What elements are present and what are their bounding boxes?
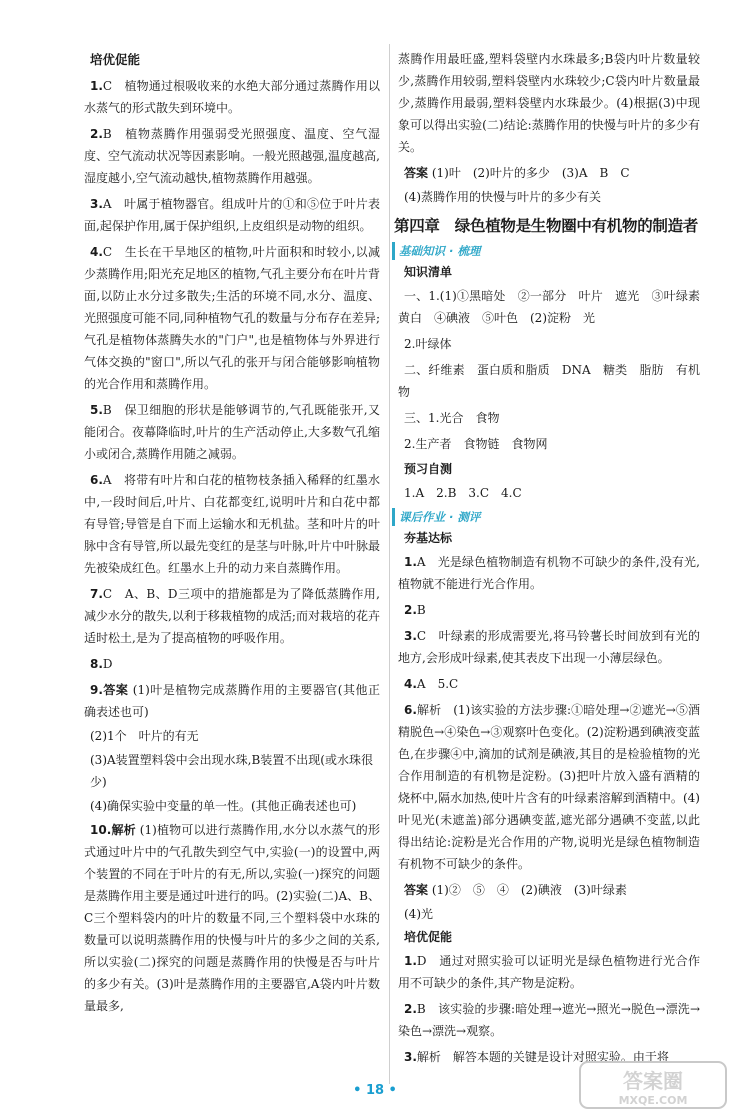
basic-item-2: 2.B	[404, 603, 426, 617]
left-items	[84, 75, 380, 675]
q9-line-2: (2)1个 叶片的有无	[90, 729, 199, 743]
svg-text:MXQE.COM: MXQE.COM	[618, 1094, 688, 1107]
basic-item-4: 4.A 5.C	[404, 677, 459, 691]
preview-test-title: 预习自测	[404, 462, 453, 476]
q9-line-1: 9.答案 (1)叶是植物完成蒸腾作用的主要器官(其他正确表述也可)	[84, 683, 380, 719]
basic-item-3: 3.C 叶绿素的形成需要光,将马铃薯长时间放到有光的地方,会形成叶绿素,使其表皮下出现一小薄层绿色。	[398, 629, 700, 665]
q6-answer-line-2: (4)光	[404, 907, 433, 921]
column-divider	[389, 44, 390, 1084]
banner-basic-knowledge: 基础知识 · 梳理	[392, 242, 700, 260]
answer-item-3: 3.A 叶属于植物器官。组成叶片的①和⑤位于叶片表面,起保护作用,属于保护组织,上皮组织是动物的组织。	[84, 197, 380, 233]
left-column	[84, 48, 380, 1021]
knowledge-line-5: 2.生产者 食物链 食物网	[404, 437, 548, 451]
basic-standard-title: 夯基达标	[404, 531, 453, 545]
q9-line-3: (3)A装置塑料袋中会出现水珠,B装置不出现(或水珠很少)	[90, 753, 373, 789]
answer-item-7: 7.C A、B、D三项中的措施都是为了降低蒸腾作用,减少水分的散失,以利于移栽植物的成活;而对栽培的花卉适时松土,是为了提高植物的呼吸作用。	[84, 587, 380, 645]
answer-item-9	[84, 679, 380, 817]
q9-line-4: (4)确保实验中变量的单一性。(其他正确表述也可)	[90, 799, 357, 813]
advance-item-1: 1.D 通过对照实验可以证明光是绿色植物进行光合作用不可缺少的条件,其产物是淀粉。	[398, 954, 700, 990]
watermark-logo	[578, 1058, 728, 1112]
advance-title: 培优促能	[404, 930, 453, 944]
basic-item-1: 1.A 光是绿色植物制造有机物不可缺少的条件,没有光,植物就不能进行光合作用。	[398, 555, 700, 591]
knowledge-list-title: 知识清单	[404, 265, 453, 279]
answer-item-4: 4.C 生长在干旱地区的植物,叶片面积和时较小,以减少蒸腾作用;阳光充足地区的植物,气孔主要分布在叶片背面,以防止水分过多散失;生活的环境不同,水分、温度、光照强度可能不同,同种植物气孔的数量与分布存在差异;气孔是植物体蒸腾失水的"门户",也是植物体与外界进行气体交换的"窗口",所以气孔的张开与闭合能够影响植物的光合作用和蒸腾作用。	[84, 245, 380, 391]
page-number: • 18 •	[353, 1083, 397, 1098]
right-column	[394, 48, 713, 1072]
knowledge-line-2: 2.叶绿体	[404, 337, 452, 351]
q10-continuation: 蒸腾作用最旺盛,塑料袋壁内水珠最多;B袋内叶片数量较少,蒸腾作用较弱,塑料袋壁内水珠较少;C袋内叶片数量最少,蒸腾作用最弱,塑料袋壁内水珠最少。(4)根据(3)中现象可以得出实验(二)结论:蒸腾作用的快慢与叶片的多少有关。	[398, 52, 700, 154]
q10-answer: 答案 (1)叶 (2)叶片的多少 (3)A B C	[404, 166, 630, 180]
answer-item-2: 2.B 植物蒸腾作用强弱受光照强度、温度、空气湿度、空气流动状况等因素影响。一般光照越强,温度越高,湿度越小,空气流动越快,植物蒸腾作用越强。	[84, 127, 380, 185]
q6-answer: 答案 (1)② ⑤ ④ (2)碘液 (3)叶绿素	[404, 883, 627, 897]
advance-item-2: 2.B 该实验的步骤:暗处理→遮光→照光→脱色→漂洗→染色→漂洗→观察。	[398, 1002, 700, 1038]
answer-item-1: 1.C 植物通过根吸收来的水绝大部分通过蒸腾作用以水蒸气的形式散失到环境中。	[84, 79, 380, 115]
chapter-title: 第四章 绿色植物是生物圈中有机物的制造者	[394, 217, 699, 235]
answer-item-10: 10.解析 (1)植物可以进行蒸腾作用,水分以水蒸气的形式通过叶片中的气孔散失到空气中,实验(一)的设置中,两个装置的不同在于叶片的有无,所以,实验(一)探究的问题是蒸腾作用主要是通过叶进行的吗。(2)实验(二)A、B、C三个塑料袋内的叶片的数量不同,三个塑料袋中水珠的数量可以说明蒸腾作用的快慢与叶片的多少之间的关系,所以实验(二)探究的问题是蒸腾作用的快慢是否与叶片的多少有关。(3)叶是蒸腾作用的主要器官,A袋内叶片数量最多,	[84, 823, 380, 1013]
answer-item-5: 5.B 保卫细胞的形状是能够调节的,气孔既能张开,又能闭合。夜幕降临时,叶片的生产活动停止,大多数气孔缩小或闭合,蒸腾作用随之减弱。	[84, 403, 380, 461]
preview-answers: 1.A 2.B 3.C 4.C	[404, 486, 522, 500]
q10-answer-line-2: (4)蒸腾作用的快慢与叶片的多少有关	[404, 190, 601, 204]
banner-homework: 课后作业 · 测评	[392, 508, 700, 526]
answer-item-6: 6.A 将带有叶片和白花的植物枝条插入稀释的红墨水中,一段时间后,叶片、白花都变红,说明叶片和白花中都有导管;导管是自下而上运输水和无机盐。茎和叶片的叶脉中含有导管,所以最先变红的是茎与叶脉,叶片中叶脉最先被染成红色。红墨水上升的动力来自蒸腾作用。	[84, 473, 380, 575]
knowledge-line-4: 三、1.光合 食物	[404, 411, 500, 425]
knowledge-line-3: 二、纤维素 蛋白质和脂质 DNA 糖类 脂肪 有机物	[398, 363, 700, 399]
svg-text:答案圈: 答案圈	[623, 1069, 683, 1093]
advance-item-3: 3.解析 解答本题的关键是设计对照实验。由于将	[404, 1050, 669, 1064]
section-title-peiyou: 培优促能	[90, 52, 141, 67]
answer-item-8: 8.D	[90, 657, 113, 671]
knowledge-line-1: 一、1.(1)①黑暗处 ②一部分 叶片 遮光 ③叶绿素 黄白 ④碘液 ⑤叶色 (2)淀粉 光	[398, 289, 713, 325]
basic-item-6: 6.解析 (1)该实验的方法步骤:①暗处理→②遮光→⑤酒精脱色→④染色→③观察叶色变化。(2)淀粉遇到碘液变蓝色,在步骤④中,滴加的试剂是碘液,其目的是检验植物的光合作用制造的有机物是淀粉。(3)把叶片放入盛有酒精的烧杯中,隔水加热,使叶片含有的叶绿素溶解到酒精中。(4)叶见光(未遮盖)部分遇碘变蓝,遮光部分遇碘不变蓝,以此得出结论:淀粉是光合作用的产物,说明光是绿色植物制造有机物不可缺少的条件。	[398, 703, 700, 871]
